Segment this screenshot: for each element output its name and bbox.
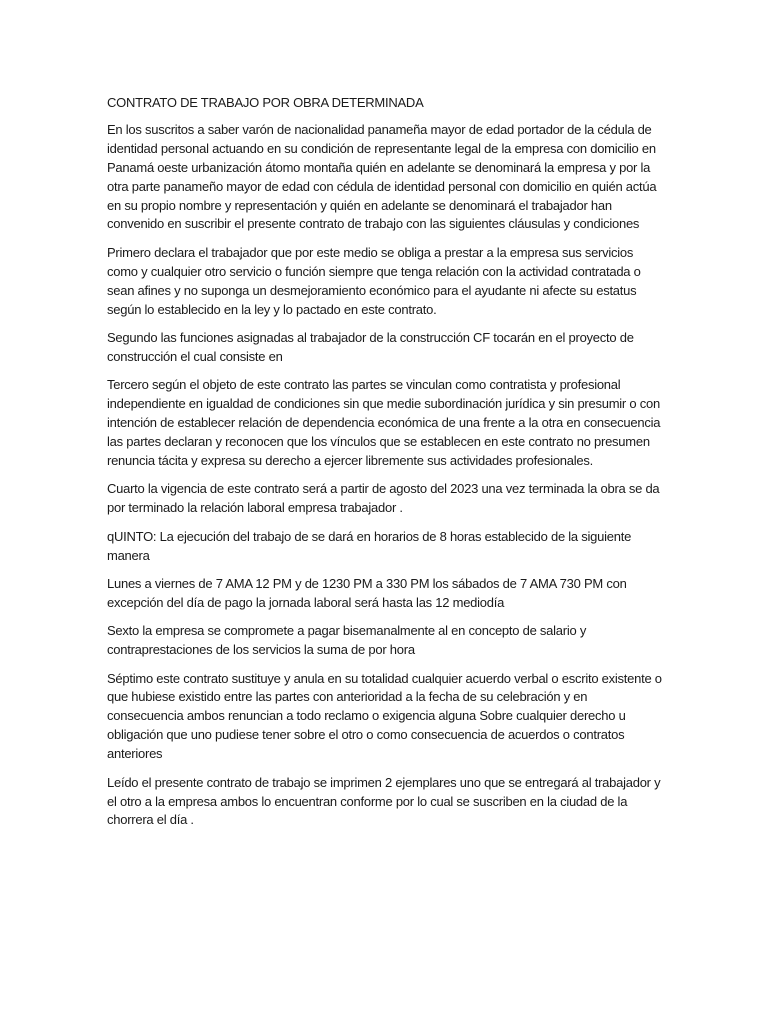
paragraph-primero: Primero declara el trabajador que por este medio se obliga a prestar a la empresa sus servicios como y cualquier otro servicio o función siempre que tenga relación con la actividad contratada o sean afines y no suponga un desmejoramiento económico para el ayudante ni afecte su estatus según lo establecido en la ley y lo pactado en este contrato. — [107, 244, 641, 317]
paragraph-intro: En los suscritos a saber varón de nacionalidad panameña mayor de edad portador de la cédula de identidad personal actuando en su condición de representante legal de la empresa con domicilio en Panamá oeste urbanización átomo montaña quién en adelante se denominará la empresa y por la otra parte panameño mayor de edad con cédula de identidad personal con domicilio en quién actúa en su propio nombre y representación y quién en adelante se denominará el trabajador han convenido en suscribir el presente contrato de trabajo con las siguientes cláusulas y condiciones — [107, 121, 657, 232]
paragraph-septimo: Séptimo este contrato sustituye y anula en su totalidad cualquier acuerdo verbal o escrito existente o que hubiese existido entre las partes con anterioridad a la fecha de su celebración y en consecuencia ambos renuncian a todo reclamo o exigencia alguna Sobre cualquier derecho u obligación que uno pudiese tener sobre el otro o como consecuencia de acuerdos o contratos anteriores — [107, 670, 662, 762]
paragraph-sexto: Sexto la empresa se compromete a pagar bisemanalmente al en concepto de salario y contraprestaciones de los servicios la suma de por hora — [107, 623, 587, 658]
paragraph-tercero: Tercero según el objeto de este contrato las partes se vinculan como contratista y profesional independiente en igualdad de condiciones sin que medie subordinación jurídica y sin presumir o con intención de establecer relación de dependencia económica de una frente a la otra en consecuencia las partes declaran y reconocen que los vínculos que se establecen en este contrato no presumen renuncia tácita y expresa su derecho a ejercer libremente sus actividades profesionales. — [107, 377, 661, 468]
document-title: CONTRATO DE TRABAJO POR OBRA DETERMINADA — [107, 95, 424, 110]
paragraph-horario: Lunes a viernes de 7 AMA 12 PM y de 1230 PM a 330 PM los sábados de 7 AMA 730 PM con excepción del día de pago la jornada laboral será hasta las 12 mediodía — [107, 575, 627, 610]
paragraph-quinto: qUINTO: La ejecución del trabajo de se dará en horarios de 8 horas establecido de la siguiente manera — [107, 528, 632, 563]
document-body — [107, 94, 667, 840]
paragraph-segundo: Segundo las funciones asignadas al trabajador de la construcción CF tocarán en el proyecto de construcción el cual consiste en — [107, 329, 634, 364]
paragraph-cuarto: Cuarto la vigencia de este contrato será a partir de agosto del 2023 una vez terminada la obra se da por terminado la relación laboral empresa trabajador . — [107, 481, 660, 516]
paragraph-cierre: Leído el presente contrato de trabajo se imprimen 2 ejemplares uno que se entregará al trabajador y el otro a la empresa ambos lo encuentran conforme por lo cual se suscriben en la ciudad de la chorrera el día . — [107, 774, 661, 828]
